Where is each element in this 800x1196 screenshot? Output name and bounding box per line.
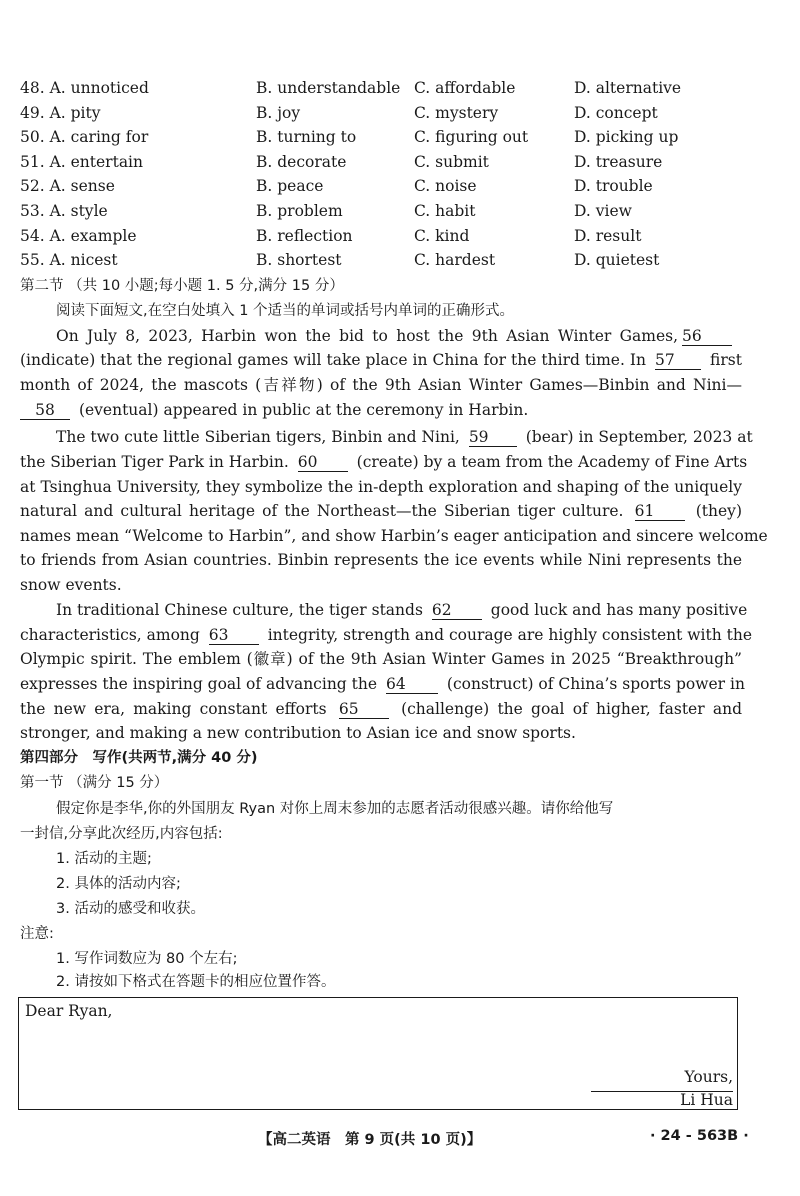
passage-line: expresses the inspiring goal of advancing the 64 (construct) of China’s sports power in (20, 675, 745, 693)
section2-heading: 第二节 （共 10 小题;每小题 1. 5 分,满分 15 分） (20, 278, 344, 294)
option-row: 55. A. nicest B. shortest C. hardest D. quietest (20, 251, 660, 270)
part4-section1-heading: 第一节 （满分 15 分） (20, 775, 169, 791)
passage-line: natural and cultural heritage of the Northeast—the Siberian tiger culture. 61 (they) (20, 502, 742, 520)
option-row: 48. A. unnoticed B. understandable C. affordable D. alternative (20, 79, 682, 97)
blank-61: 61 (635, 503, 685, 521)
passage-line: The two cute little Siberian tigers, Binbin and Nini, 59 (bear) in September, 2023 at (56, 428, 753, 446)
passage-line: at Tsinghua University, they symbolize the in-depth exploration and shaping of the uniquely (20, 478, 742, 496)
passage-line: to friends from Asian countries. Binbin represents the ice events while Nini represents the (20, 551, 742, 569)
passage-line: In traditional Chinese culture, the tiger stands 62 good luck and has many positive (56, 601, 748, 619)
note-label: 注意: (20, 926, 54, 942)
writing-task-line: 一封信,分享此次经历,内容包括: (20, 826, 223, 842)
passage-line: the new era, making constant efforts 65 (challenge) the goal of higher, faster and (20, 700, 742, 718)
letter-format-box (18, 997, 738, 1110)
options-table (20, 76, 780, 273)
blank-65: 65 (339, 701, 389, 719)
option-row: 49. A. pity B. joy C. mystery D. concept (20, 103, 658, 122)
writing-task-item: 1. 活动的主题; (56, 851, 152, 867)
option-row: 54. A. example B. reflection C. kind D. result (20, 226, 642, 245)
part4-heading: 第四部分 写作(共两节,满分 40 分) (20, 750, 258, 766)
writing-task-item: 3. 活动的感受和收获。 (56, 901, 205, 917)
blank-58: 58 (20, 402, 70, 420)
note-item: 2. 请按如下格式在答题卡的相应位置作答。 (56, 974, 336, 990)
letter-greeting: Dear Ryan, (25, 1002, 113, 1020)
blank-64: 64 (386, 676, 438, 694)
passage-line: the Siberian Tiger Park in Harbin. 60 (create) by a team from the Academy of Fine Arts (20, 453, 748, 471)
page-footer-code: · 24 - 563B · (650, 1128, 749, 1144)
passage-line: Olympic spirit. The emblem (徽章) of the 9th Asian Winter Games in 2025 “Breakthrough” (20, 650, 742, 668)
option-row: 50. A. caring for B. turning to C. figuring out D. picking up (20, 128, 679, 147)
passage-line: snow events. (20, 576, 122, 594)
option-row: 51. A. entertain B. decorate C. submit D. treasure (20, 152, 663, 171)
passage-line: On July 8, 2023, Harbin won the bid to host the 9th Asian Winter Games, 56 (56, 326, 736, 346)
passage-line: stronger, and making a new contribution to Asian ice and snow sports. (20, 724, 576, 742)
blank-57: 57 (655, 352, 701, 370)
blank-59: 59 (469, 429, 517, 447)
passage-line: (indicate) that the regional games will take place in China for the third time. In 57 first (20, 351, 742, 369)
passage-line: names mean “Welcome to Harbin”, and show Harbin’s eager anticipation and sincere welcome (20, 527, 768, 545)
blank-56: 56 (682, 328, 732, 346)
option-row: 53. A. style B. problem C. habit D. view (20, 201, 632, 220)
blank-63: 63 (209, 627, 259, 645)
option-row: 52. A. sense B. peace C. noise D. trouble (20, 177, 653, 196)
passage-line: month of 2024, the mascots (吉祥物) of the 9th Asian Winter Games—Binbin and Nini— (20, 376, 742, 394)
passage-line: 58 (eventual) appeared in public at the ceremony in Harbin. (20, 400, 742, 420)
page-footer-title: 【高二英语 第 9 页(共 10 页)】 (258, 1132, 482, 1148)
letter-closing: Yours, (684, 1068, 733, 1086)
writing-task-line: 假定你是李华,你的外国朋友 Ryan 对你上周末参加的志愿者活动很感兴趣。请你给他写 (56, 801, 614, 817)
blank-62: 62 (432, 602, 482, 620)
letter-signature: Li Hua (680, 1091, 733, 1109)
blank-60: 60 (298, 454, 348, 472)
writing-task-item: 2. 具体的活动内容; (56, 876, 181, 892)
passage-line: characteristics, among 63 integrity, strength and courage are highly consistent with the (20, 626, 753, 644)
note-item: 1. 写作词数应为 80 个左右; (56, 951, 238, 967)
section2-instruction: 阅读下面短文,在空白处填入 1 个适当的单词或括号内单词的正确形式。 (56, 303, 515, 319)
